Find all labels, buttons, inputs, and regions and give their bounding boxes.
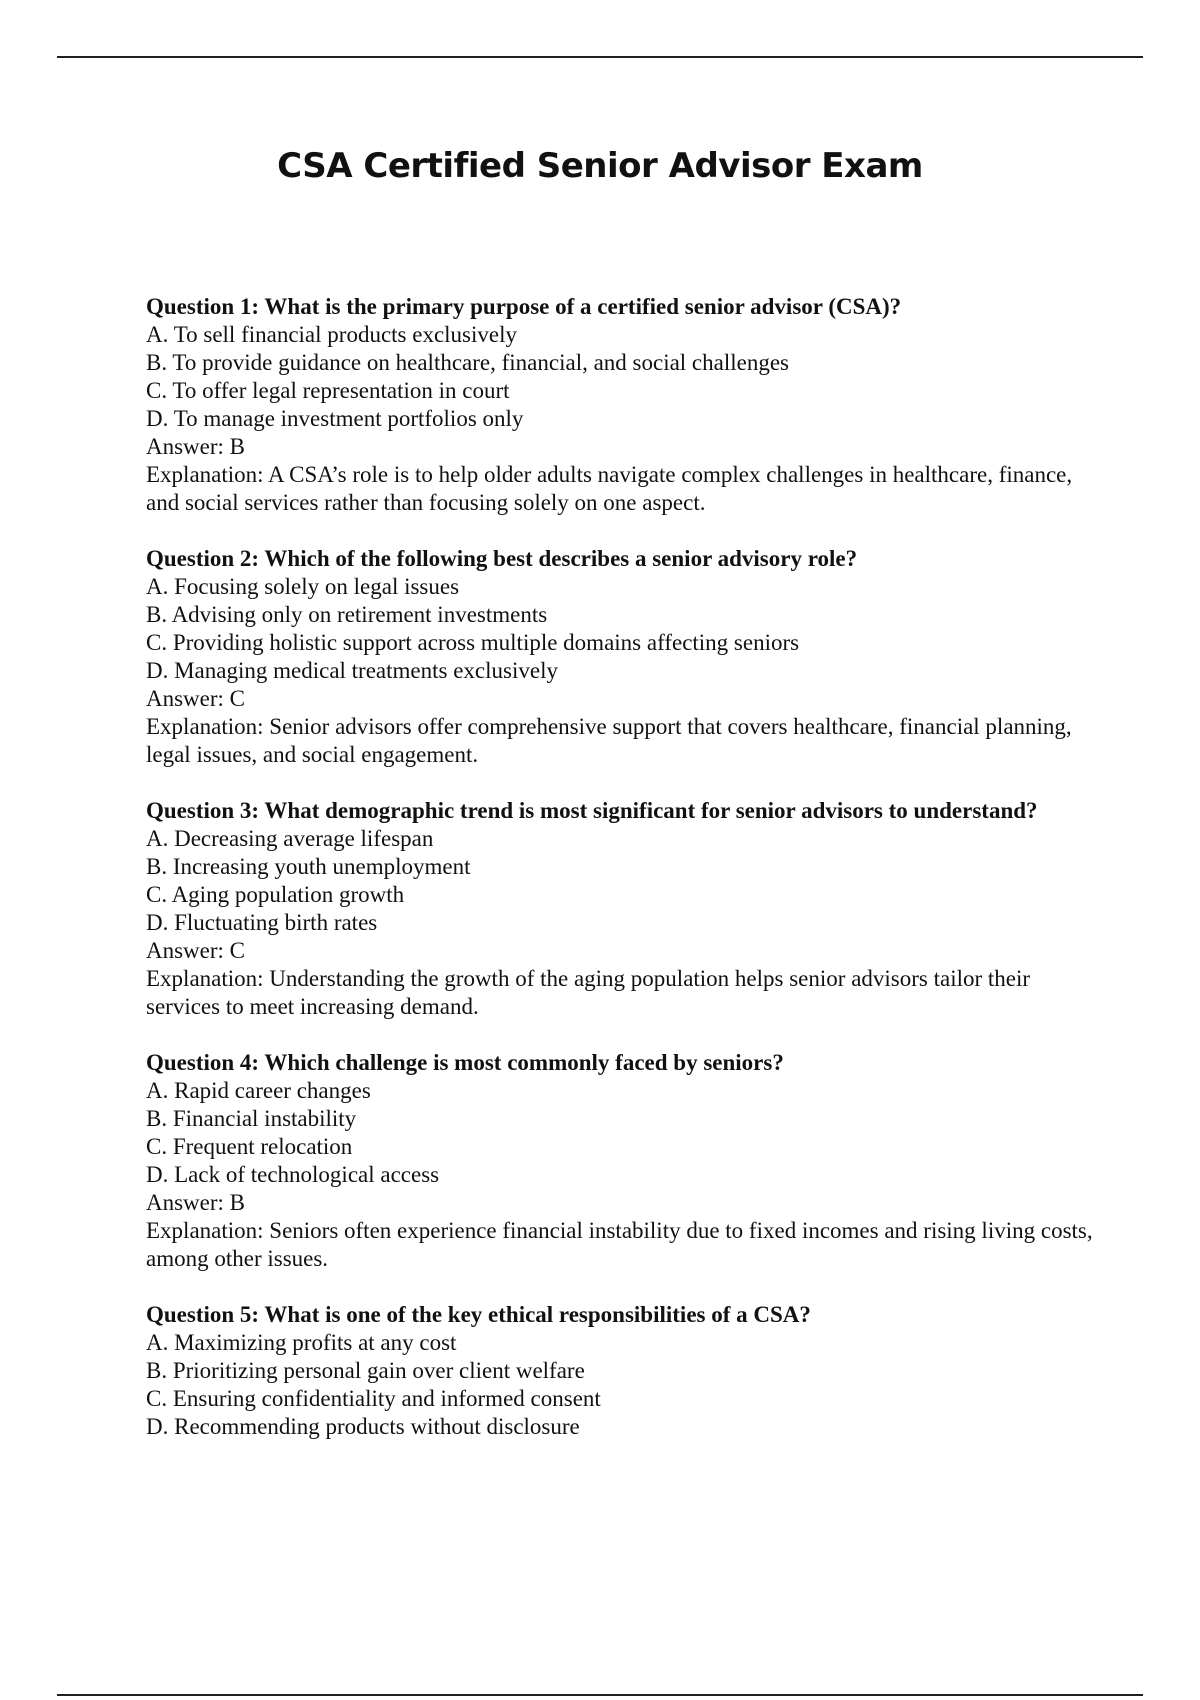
question-block xyxy=(146,545,1106,769)
answer-option: B. Advising only on retirement investments xyxy=(146,602,548,627)
explanation-text: Explanation: A CSA’s role is to help older adults navigate complex challenges in healthcare, finance, and social services rather than focusing solely on one aspect. xyxy=(146,462,1073,515)
correct-answer: Answer: B xyxy=(146,1190,246,1215)
question-block xyxy=(146,293,1106,517)
question-text: Question 3: What demographic trend is most significant for senior advisors to understand? xyxy=(146,798,1038,823)
answer-option: B. Prioritizing personal gain over client welfare xyxy=(146,1358,585,1383)
explanation-text: Explanation: Seniors often experience financial instability due to fixed incomes and rising living costs, among other issues. xyxy=(146,1218,1093,1271)
header-rule xyxy=(57,56,1143,58)
question-block xyxy=(146,1049,1106,1273)
answer-option: C. Aging population growth xyxy=(146,882,405,907)
answer-option: A. Rapid career changes xyxy=(146,1078,371,1103)
explanation-text: Explanation: Understanding the growth of the aging population helps senior advisors tailor their services to meet increasing demand. xyxy=(146,966,1031,1019)
answer-option: C. Frequent relocation xyxy=(146,1134,353,1159)
question-block xyxy=(146,797,1106,1021)
answer-option: B. To provide guidance on healthcare, financial, and social challenges xyxy=(146,350,790,375)
answer-option: D. To manage investment portfolios only xyxy=(146,406,524,431)
question-text: Question 5: What is one of the key ethical responsibilities of a CSA? xyxy=(146,1302,811,1327)
correct-answer: Answer: C xyxy=(146,686,246,711)
answer-option: D. Managing medical treatments exclusively xyxy=(146,658,558,683)
footer-rule xyxy=(57,1694,1143,1696)
answer-option: A. To sell financial products exclusively xyxy=(146,322,517,347)
answer-option: D. Fluctuating birth rates xyxy=(146,910,378,935)
answer-option: C. To offer legal representation in court xyxy=(146,378,510,403)
question-block xyxy=(146,1301,1106,1441)
answer-option: B. Increasing youth unemployment xyxy=(146,854,471,879)
answer-option: A. Maximizing profits at any cost xyxy=(146,1330,457,1355)
correct-answer: Answer: B xyxy=(146,434,246,459)
explanation-text: Explanation: Senior advisors offer comprehensive support that covers healthcare, financial planning, legal issues, and social engagement. xyxy=(146,714,1072,767)
question-list xyxy=(146,293,1106,1469)
question-text: Question 2: Which of the following best describes a senior advisory role? xyxy=(146,546,858,571)
answer-option: A. Decreasing average lifespan xyxy=(146,826,434,851)
correct-answer: Answer: C xyxy=(146,938,246,963)
question-text: Question 4: Which challenge is most commonly faced by seniors? xyxy=(146,1050,784,1075)
answer-option: B. Financial instability xyxy=(146,1106,357,1131)
answer-option: A. Focusing solely on legal issues xyxy=(146,574,460,599)
document-title: CSA Certified Senior Advisor Exam xyxy=(277,146,923,186)
answer-option: D. Lack of technological access xyxy=(146,1162,440,1187)
answer-option: C. Providing holistic support across multiple domains affecting seniors xyxy=(146,630,800,655)
answer-option: D. Recommending products without disclosure xyxy=(146,1414,580,1439)
question-text: Question 1: What is the primary purpose of a certified senior advisor (CSA)? xyxy=(146,294,902,319)
answer-option: C. Ensuring confidentiality and informed consent xyxy=(146,1386,601,1411)
